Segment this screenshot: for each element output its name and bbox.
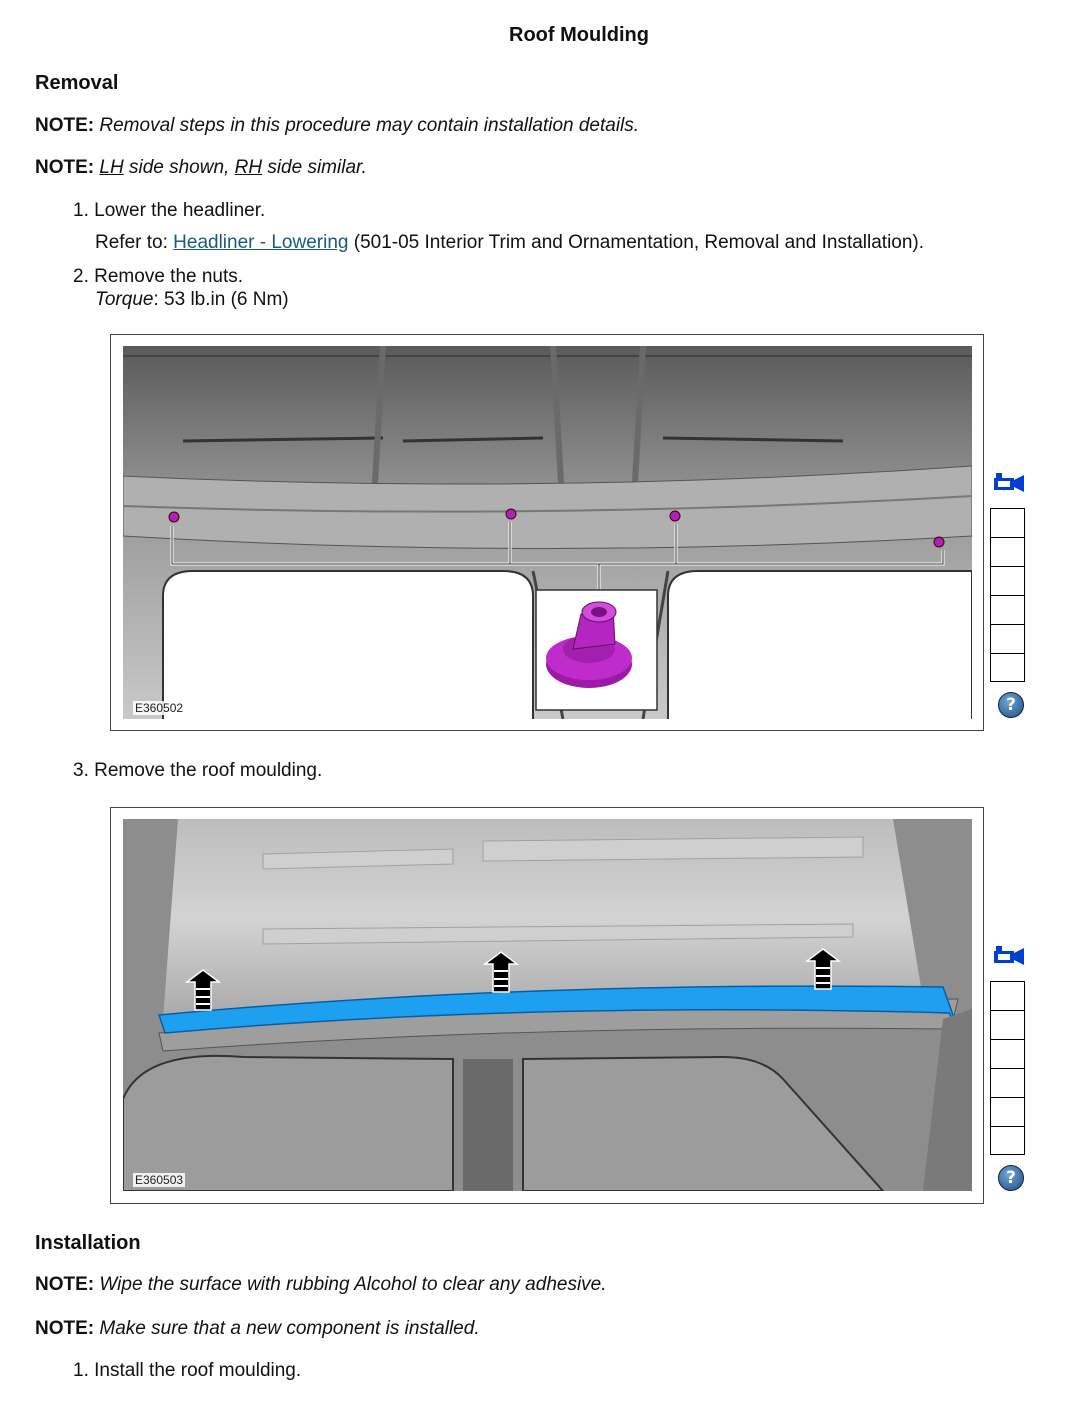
step-text: Install the roof moulding.	[94, 1360, 302, 1381]
note-text: Wipe the surface with rubbing Alcohol to clear any adhesive.	[99, 1274, 607, 1295]
installation-note-2	[35, 1318, 480, 1340]
figure-id: E360503	[135, 1173, 184, 1187]
installation-heading: Installation	[35, 1232, 141, 1254]
rh-abbr[interactable]: RH	[234, 157, 263, 178]
checkbox[interactable]	[990, 1010, 1025, 1039]
checkbox[interactable]	[990, 1097, 1025, 1126]
refer-label: Refer to:	[95, 232, 174, 253]
checkbox[interactable]	[990, 653, 1025, 682]
step-checkboxes	[990, 981, 1030, 1155]
torque-value: : 53 lb.in (6 Nm)	[153, 289, 289, 310]
step-number: 3.	[73, 760, 89, 781]
checkbox[interactable]	[990, 981, 1025, 1010]
installation-note-1	[35, 1274, 607, 1296]
video-camera-icon[interactable]	[992, 471, 1026, 493]
note-label: NOTE:	[35, 1274, 95, 1295]
headliner-lowering-link[interactable]: Headliner - Lowering	[173, 232, 349, 253]
removal-step-2	[73, 265, 289, 311]
figure-nuts	[110, 334, 984, 731]
note-label: NOTE:	[35, 157, 95, 178]
checkbox[interactable]	[990, 537, 1025, 566]
removal-heading: Removal	[35, 72, 119, 94]
figure-moulding	[110, 807, 984, 1204]
roof-exterior-illustration	[123, 819, 972, 1191]
step-number: 2.	[73, 266, 89, 287]
help-icon[interactable]: ?	[998, 1165, 1024, 1191]
roof-underside-illustration	[123, 346, 972, 719]
step-number: 1.	[73, 200, 89, 221]
checkbox[interactable]	[990, 1068, 1025, 1097]
help-icon[interactable]: ?	[998, 692, 1024, 718]
checkbox[interactable]	[990, 1039, 1025, 1068]
step-text: Remove the nuts.	[94, 266, 244, 287]
step-number: 1.	[73, 1360, 89, 1381]
torque-label: Torque	[95, 289, 154, 310]
installation-step-1	[73, 1359, 301, 1382]
figure-id: E360502	[135, 701, 184, 715]
video-camera-icon[interactable]	[992, 944, 1026, 966]
nut-marker	[506, 509, 516, 519]
removal-step-3	[73, 759, 322, 782]
removal-note-1	[35, 115, 639, 137]
checkbox[interactable]	[990, 595, 1025, 624]
page-title: Roof Moulding	[509, 24, 649, 46]
checkbox[interactable]	[990, 566, 1025, 595]
lh-abbr[interactable]: LH	[99, 157, 124, 178]
removal-step-1	[73, 199, 924, 254]
step-text: Lower the headliner.	[94, 200, 266, 221]
note-text: Make sure that a new component is installed.	[99, 1318, 480, 1339]
removal-note-2	[35, 157, 367, 179]
note-label: NOTE:	[35, 1318, 95, 1339]
nut-marker	[934, 537, 944, 547]
nut-marker	[169, 512, 179, 522]
note-text-end: side similar.	[262, 157, 367, 178]
checkbox[interactable]	[990, 624, 1025, 653]
checkbox[interactable]	[990, 508, 1025, 537]
figure-2-toolbar	[990, 944, 1030, 1191]
checkbox[interactable]	[990, 1126, 1025, 1155]
note-text: Removal steps in this procedure may contain installation details.	[99, 115, 640, 136]
refer-suffix: (501-05 Interior Trim and Ornamentation, Removal and Installation).	[348, 232, 925, 253]
step-text: Remove the roof moulding.	[94, 760, 323, 781]
step-checkboxes	[990, 508, 1030, 682]
figure-1-toolbar	[990, 471, 1030, 718]
note-label: NOTE:	[35, 115, 95, 136]
note-text-mid: side shown,	[123, 157, 235, 178]
nut-marker	[670, 511, 680, 521]
